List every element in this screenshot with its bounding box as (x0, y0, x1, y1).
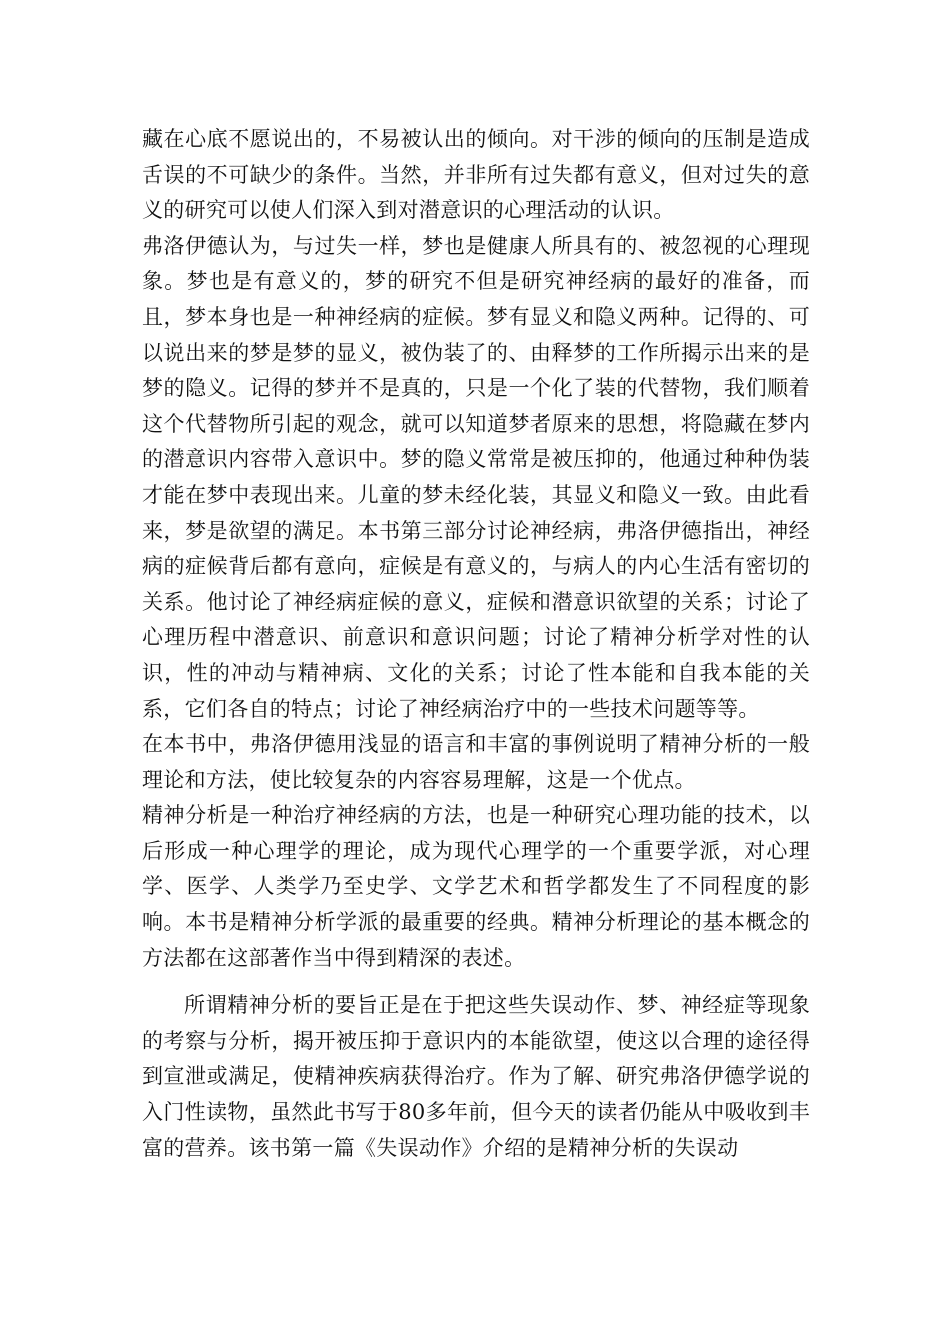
document-page (142, 122, 810, 1166)
paragraph-2: 弗洛伊德认为，与过失一样，梦也是健康人所具有的、被忽视的心理现象。梦也是有意义的，梦的研究不但是研究神经病的最好的准备，而且，梦本身也是一种神经病的症候。梦有显义和隐义两种。记得的、可以说出来的梦是梦的显义，被伪装了的、由释梦的工作所揭示出来的是梦的隐义。记得的梦并不是真的，只是一个化了装的代替物，我们顺着这个代替物所引起的观念，就可以知道梦者原来的思想，将隐藏在梦内的潜意识内容带入意识中。梦的隐义常常是被压抑的，他通过种种伪装才能在梦中表现出来。儿童的梦未经化装，其显义和隐义一致。由此看来，梦是欲望的满足。本书第三部分讨论神经病，弗洛伊德指出，神经病的症候背后都有意向，症候是有意义的，与病人的内心生活有密切的关系。他讨论了神经病症候的意义，症候和潜意识欲望的关系；讨论了心理历程中潜意识、前意识和意识问题；讨论了精神分析学对性的认识，性的冲动与精神病、文化的关系；讨论了性本能和自我本能的关系，它们各自的特点；讨论了神经病治疗中的一些技术问题等等。 (142, 233, 810, 721)
paragraph-4: 精神分析是一种治疗神经病的方法，也是一种研究心理功能的技术，以后形成一种心理学的理论，成为现代心理学的一个重要学派，对心理学、医学、人类学乃至史学、文学艺术和哲学都发生了不同程度的影响。本书是精神分析学派的最重要的经典。精神分析理论的基本概念的方法都在这部著作当中得到精深的表述。 (142, 803, 810, 970)
paragraph-3: 在本书中，弗洛伊德用浅显的语言和丰富的事例说明了精神分析的一般理论和方法，使比较复杂的内容容易理解，这是一个优点。 (142, 732, 810, 792)
paragraph-1: 藏在心底不愿说出的，不易被认出的倾向。对干涉的倾向的压制是造成舌误的不可缺少的条件。当然，并非所有过失都有意义，但对过失的意义的研究可以使人们深入到对潜意识的心理活动的认识。 (142, 127, 810, 223)
paragraph-5: 所谓精神分析的要旨正是在于把这些失误动作、梦、神经症等现象的考察与分析，揭开被压抑于意识内的本能欲望，使这以合理的途径得到宣泄或满足，使精神疾病获得治疗。作为了解、研究弗洛伊德学说的入门性读物，虽然此书写于80多年前，但今天的读者仍能从中吸收到丰富的营养。该书第一篇《失误动作》介绍的是精神分析的失误动 (142, 993, 810, 1160)
